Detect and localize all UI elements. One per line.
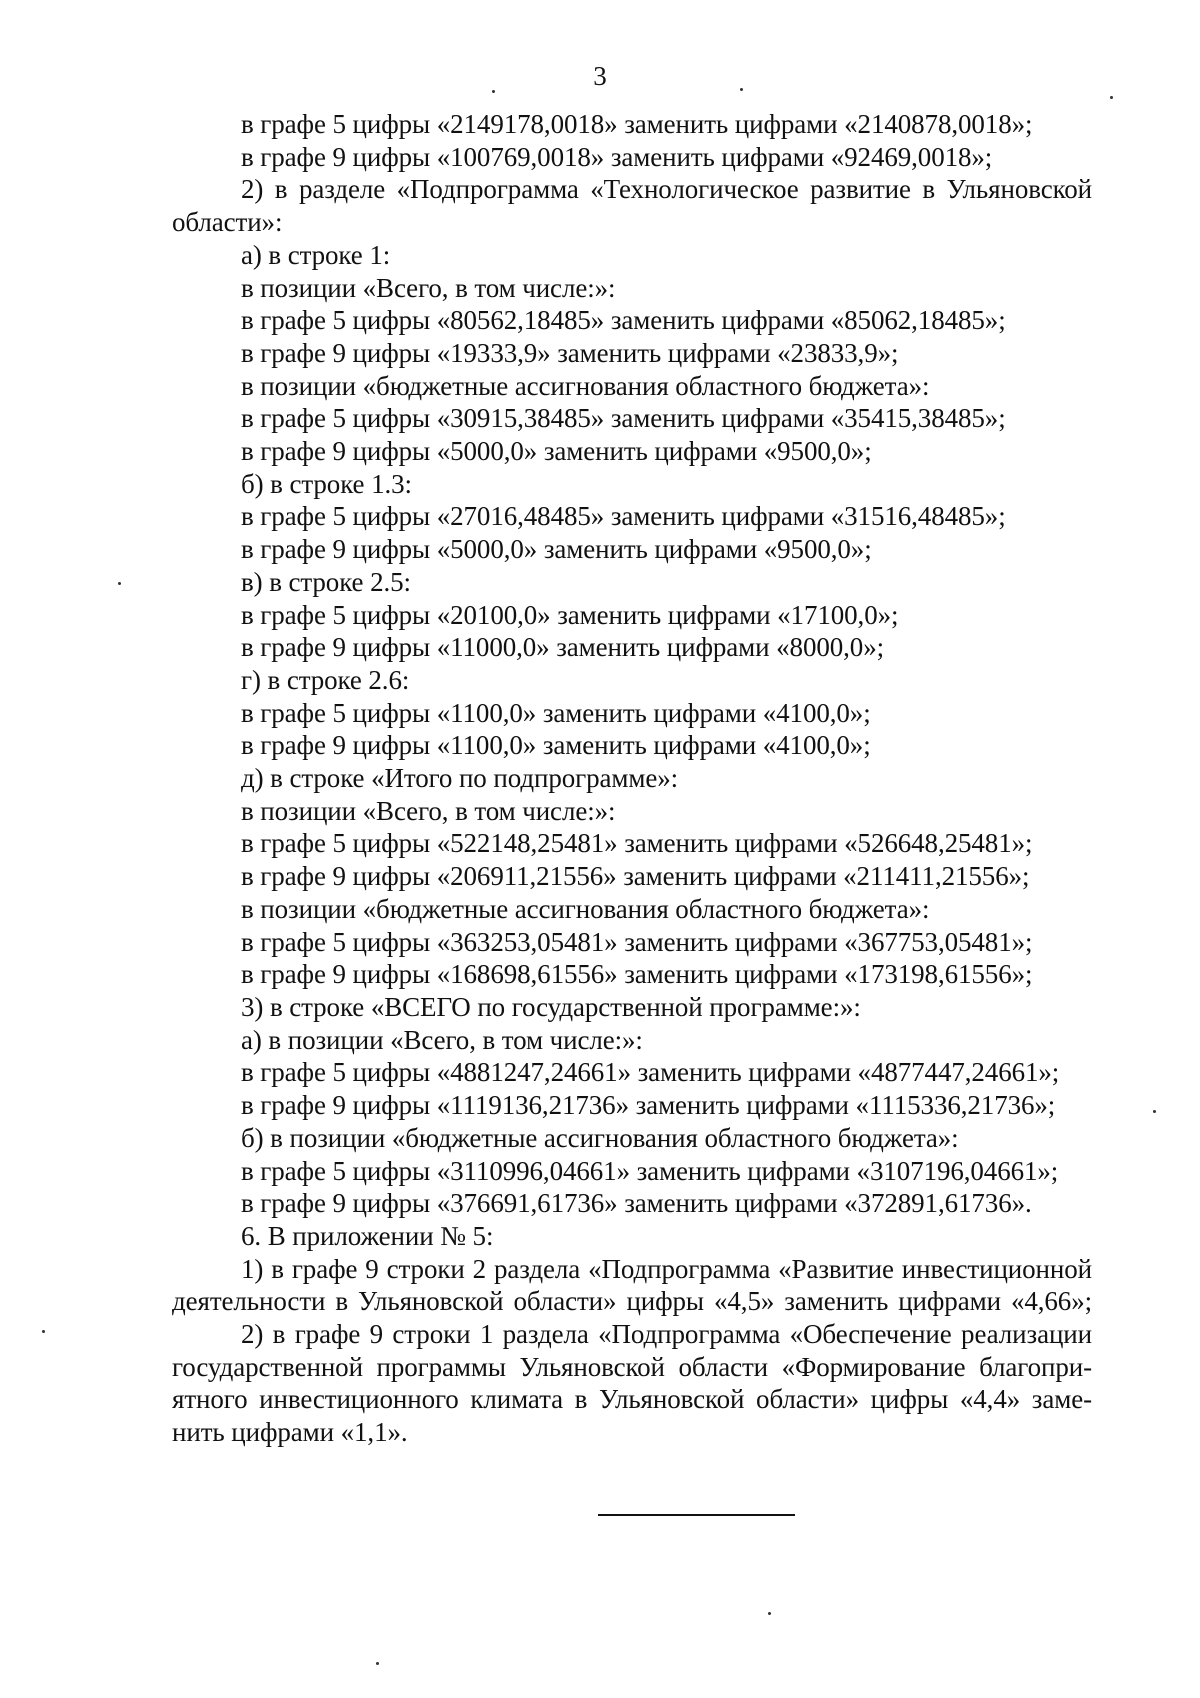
scan-speck xyxy=(376,1662,379,1665)
text-line: в графе 9 цифры «376691,61736» заменить цифрами «372891,61736». xyxy=(241,1188,1032,1219)
text-line: в графе 9 цифры «5000,0» заменить цифрами «9500,0»; xyxy=(241,534,872,565)
text-line: 6. В приложении № 5: xyxy=(241,1220,494,1251)
scan-speck xyxy=(118,582,121,585)
text-line: в графе 9 цифры «206911,21556» заменить цифрами «211411,21556»; xyxy=(241,861,1030,892)
text-line: в графе 9 цифры «5000,0» заменить цифрами «9500,0»; xyxy=(241,436,872,467)
text-line: в графе 5 цифры «3110996,04661» заменить цифрами «3107196,04661»; xyxy=(241,1155,1059,1186)
text-line: в позиции «Всего, в том числе:»: xyxy=(241,795,616,826)
text-line: 1) в графе 9 строки 2 раздела «Подпрограмма «Развитие инвестиционной xyxy=(241,1253,1092,1284)
text-line: в графе 5 цифры «522148,25481» заменить цифрами «526648,25481»; xyxy=(241,828,1033,859)
text-line: области»: xyxy=(172,207,283,238)
scan-speck xyxy=(42,1330,45,1333)
text-line: б) в позиции «бюджетные ассигнования областного бюджета»: xyxy=(241,1122,959,1153)
text-line: в графе 9 цифры «11000,0» заменить цифрами «8000,0»; xyxy=(241,632,885,663)
text-line: в графе 9 цифры «19333,9» заменить цифрами «23833,9»; xyxy=(241,337,899,368)
text-line: в графе 9 цифры «100769,0018» заменить цифрами «92469,0018»; xyxy=(241,141,993,172)
text-line: д) в строке «Итого по подпрограмме»: xyxy=(241,763,679,794)
text-line: нить цифрами «1,1». xyxy=(172,1417,408,1448)
text-line: в графе 5 цифры «363253,05481» заменить цифрами «367753,05481»; xyxy=(241,926,1033,957)
text-line: 2) в разделе «Подпрограмма «Технологическое развитие в Ульяновской xyxy=(241,174,1092,205)
text-line: в позиции «бюджетные ассигнования областного бюджета»: xyxy=(241,370,930,401)
text-line: 3) в строке «ВСЕГО по государственной программе:»: xyxy=(241,991,861,1022)
scan-speck xyxy=(1110,96,1113,99)
text-line: в графе 5 цифры «27016,48485» заменить цифрами «31516,48485»; xyxy=(241,501,1006,532)
end-separator-line xyxy=(598,1514,795,1516)
text-line: государственной программы Ульяновской области «Формирование благопри- xyxy=(172,1351,1092,1382)
text-line: в позиции «Всего, в том числе:»: xyxy=(241,272,616,303)
text-line: ятного инвестиционного климата в Ульяновской области» цифры «4,4» заме- xyxy=(172,1384,1092,1415)
text-line: в графе 9 цифры «168698,61556» заменить цифрами «173198,61556»; xyxy=(241,959,1033,990)
text-line: в графе 5 цифры «80562,18485» заменить цифрами «85062,18485»; xyxy=(241,305,1006,336)
text-line: г) в строке 2.6: xyxy=(241,664,410,695)
text-line: в графе 5 цифры «4881247,24661» заменить цифрами «4877447,24661»; xyxy=(241,1057,1060,1088)
text-line: в графе 5 цифры «2149178,0018» заменить цифрами «2140878,0018»; xyxy=(241,109,1033,139)
scan-speck xyxy=(1153,1110,1156,1113)
document-body xyxy=(172,108,1092,1449)
text-line: в) в строке 2.5: xyxy=(241,566,411,597)
text-line: в графе 5 цифры «1100,0» заменить цифрами «4100,0»; xyxy=(241,697,871,728)
text-line: а) в строке 1: xyxy=(241,239,391,270)
text-line: в графе 9 цифры «1119136,21736» заменить цифрами «1115336,21736»; xyxy=(241,1090,1056,1121)
scan-speck xyxy=(740,88,743,91)
text-line: в позиции «бюджетные ассигнования областного бюджета»: xyxy=(241,893,930,924)
text-line: деятельности в Ульяновской области» цифры «4,5» заменить цифрами «4,66»; xyxy=(172,1286,1092,1317)
text-line: 2) в графе 9 строки 1 раздела «Подпрограмма «Обеспечение реализации xyxy=(241,1319,1092,1350)
page-number: 3 xyxy=(593,61,607,91)
scan-speck xyxy=(492,90,495,93)
text-line: в графе 5 цифры «30915,38485» заменить цифрами «35415,38485»; xyxy=(241,403,1006,434)
text-line: в графе 5 цифры «20100,0» заменить цифрами «17100,0»; xyxy=(241,599,899,630)
scan-speck xyxy=(768,1612,771,1615)
text-line: в графе 9 цифры «1100,0» заменить цифрами «4100,0»; xyxy=(241,730,871,761)
text-line: а) в позиции «Всего, в том числе:»: xyxy=(241,1024,643,1055)
text-line: б) в строке 1.3: xyxy=(241,468,412,499)
